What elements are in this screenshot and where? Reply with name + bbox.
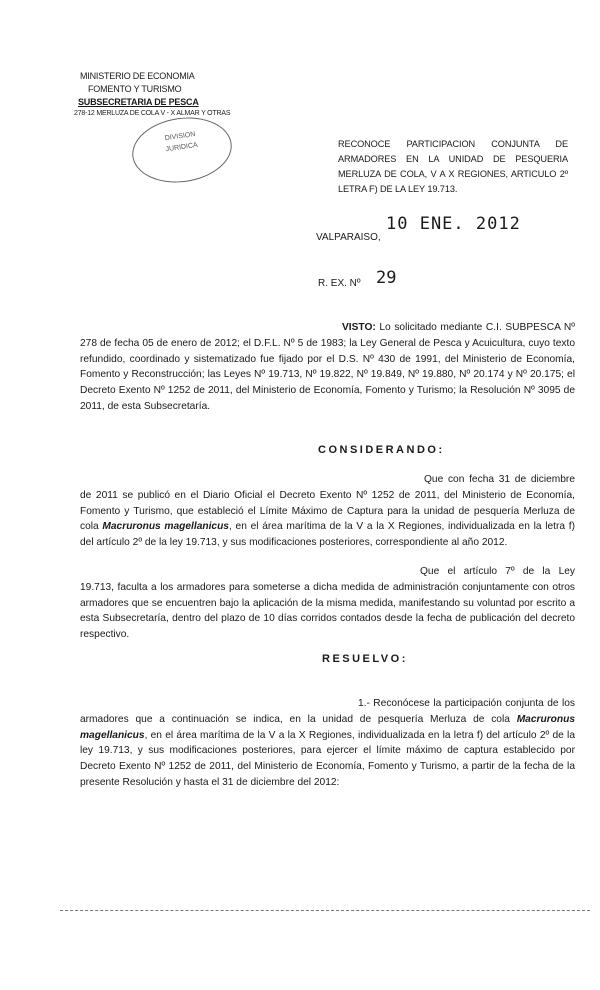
place-label: VALPARAISO, <box>316 232 381 243</box>
resolution-subject: RECONOCE PARTICIPACION CONJUNTA DE ARMADORES EN LA UNIDAD DE PESQUERIA MERLUZA DE COLA, V A X REGIONES, ARTICULO 2º LETRA F) DE LA LEY 19.713. <box>338 139 568 194</box>
header-ministry-sub: FOMENTO Y TURISMO <box>88 84 182 94</box>
rex-label: R. EX. Nº <box>318 278 361 289</box>
scan-dashed-line <box>60 910 590 913</box>
ministry-header <box>74 70 248 119</box>
visto-text: Lo solicitado mediante C.I. SUBPESCA Nº 278 de fecha 05 de enero de 2012; el D.F.L. Nº 5 de 1983; la Ley General de Pesca y Acuicultura, cuyo texto refundido, coordinado y sistematizado fue fijado por el D.S. Nº 430 de 1991, del Ministerio de Economía, Fomento y Reconstrucción; las Leyes Nº 19.713, Nº 19.822, Nº 19.849, Nº 19.880, Nº 20.174 y Nº 20.175; el Decreto Exento Nº 1252 de 2011, del Ministerio de Economía, Fomento y Turismo; la Resolución Nº 3095 de 2011, de esta Subsecretaría. <box>80 322 575 412</box>
r1-species: Macruronus magellanicus <box>80 713 575 741</box>
official-stamp <box>128 111 236 188</box>
considerando-paragraph-2: Que el artículo 7º de la Ley 19.713, faculta a los armadores para someterse a dicha medida de administración conjuntamente con otros armadores que se encuentren bajo la aplicación de la misma medida, manifestando su voluntad por escrito a esta Subsecretaría, dentro del plazo de 10 días corridos contados desde la fecha de publicación del decreto respectivo. <box>80 566 575 641</box>
considerando-paragraph-1 <box>80 472 575 551</box>
resuelvo-paragraph-1 <box>80 696 575 791</box>
header-subsecretaria: SUBSECRETARIA DE PESCA <box>78 97 199 107</box>
c1-species: Macruronus magellanicus <box>102 521 229 533</box>
c1-text-b: , en el área marítima de la V a la X Regiones, individualizada en la letra f) del artículo 2º de la ley 19.713, y sus modificaciones posteriores, correspondiente al año 2012. <box>80 521 575 549</box>
resuelvo-heading: RESUELVO: <box>322 653 408 665</box>
r1-text-b: , en el área marítima de la V a la X Regiones, individualizada en la letra f) del artículo 2º de la ley 19.713, y sus modificaciones posteriores, para ejercer el límite máximo de captura establecido por Decreto Exento Nº 1252 de 2011, del Ministerio de Economía, Fomento y Turismo, a partir de la fecha de la presente Resolución y hasta el 31 de diciembre del 2012: <box>80 729 575 788</box>
header-reference: 278-12 MERLUZA DE COLA V - X ALMAR Y OTRAS <box>74 110 231 117</box>
visto-label: VISTO: <box>342 322 376 333</box>
resolution-number: 29 <box>376 268 397 288</box>
stamp-line-2: JURIDICA <box>165 141 199 154</box>
resolution-date: 10 ENE. 2012 <box>386 214 521 234</box>
c1-text-a: Que con fecha 31 de diciembre de 2011 se publicó en el Diario Oficial el Decreto Exento Nº 1252 de 2011, del Ministerio de Economía, Fomento y Turismo, que estableció el Límite Máximo de Captura para la unidad de pesquería Merluza de cola <box>80 474 575 533</box>
stamp-line-1: DIVISION <box>164 131 196 143</box>
visto-paragraph <box>80 320 575 415</box>
r1-text-a: 1.- Reconócese la participación conjunta de los armadores que a continuación se indica, en la unidad de pesquería Merluza de cola <box>80 698 575 725</box>
considerando-heading: CONSIDERANDO: <box>318 444 445 456</box>
header-ministry: MINISTERIO DE ECONOMIA <box>80 71 195 81</box>
